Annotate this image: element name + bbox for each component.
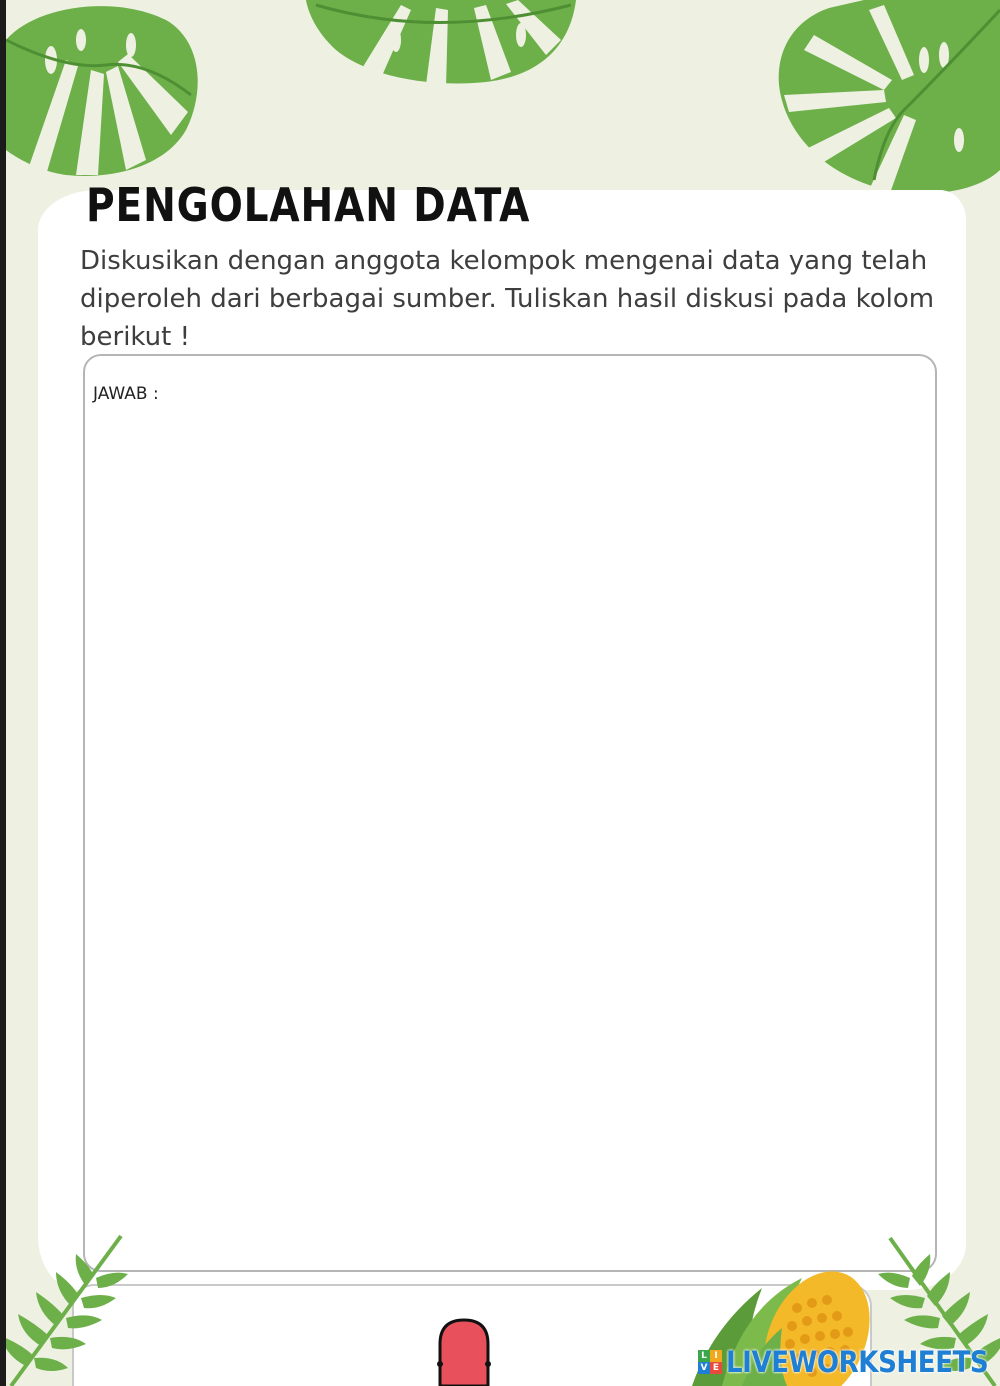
instructions-text: Diskusikan dengan anggota kelompok mengenai data yang telah diperoleh dari berbagai sumber. Tuliskan hasil diskusi pada kolom berikut ! <box>80 246 935 352</box>
page-title: PENGOLAHAN DATA <box>86 178 531 232</box>
monstera-leaf-icon <box>306 0 576 90</box>
monstera-leaf-icon <box>6 0 206 180</box>
brand-text: LIVEWORKSHEETS <box>726 1345 989 1379</box>
liveworksheets-logo <box>698 1344 1000 1380</box>
brand-logo-letter: E <box>710 1362 722 1374</box>
brand-logo-letter: L <box>698 1350 710 1362</box>
answer-label: JAWAB : <box>93 384 159 404</box>
answer-textarea[interactable] <box>83 354 937 1272</box>
brand-logo-letter: V <box>698 1362 710 1374</box>
fern-leaf-icon <box>6 1226 136 1386</box>
monstera-leaf-icon <box>774 0 1000 200</box>
brand-logo-letter: I <box>710 1350 722 1362</box>
red-character-icon <box>434 1316 494 1386</box>
worksheet-page <box>6 0 1000 1386</box>
brand-logo-icon <box>698 1350 722 1374</box>
